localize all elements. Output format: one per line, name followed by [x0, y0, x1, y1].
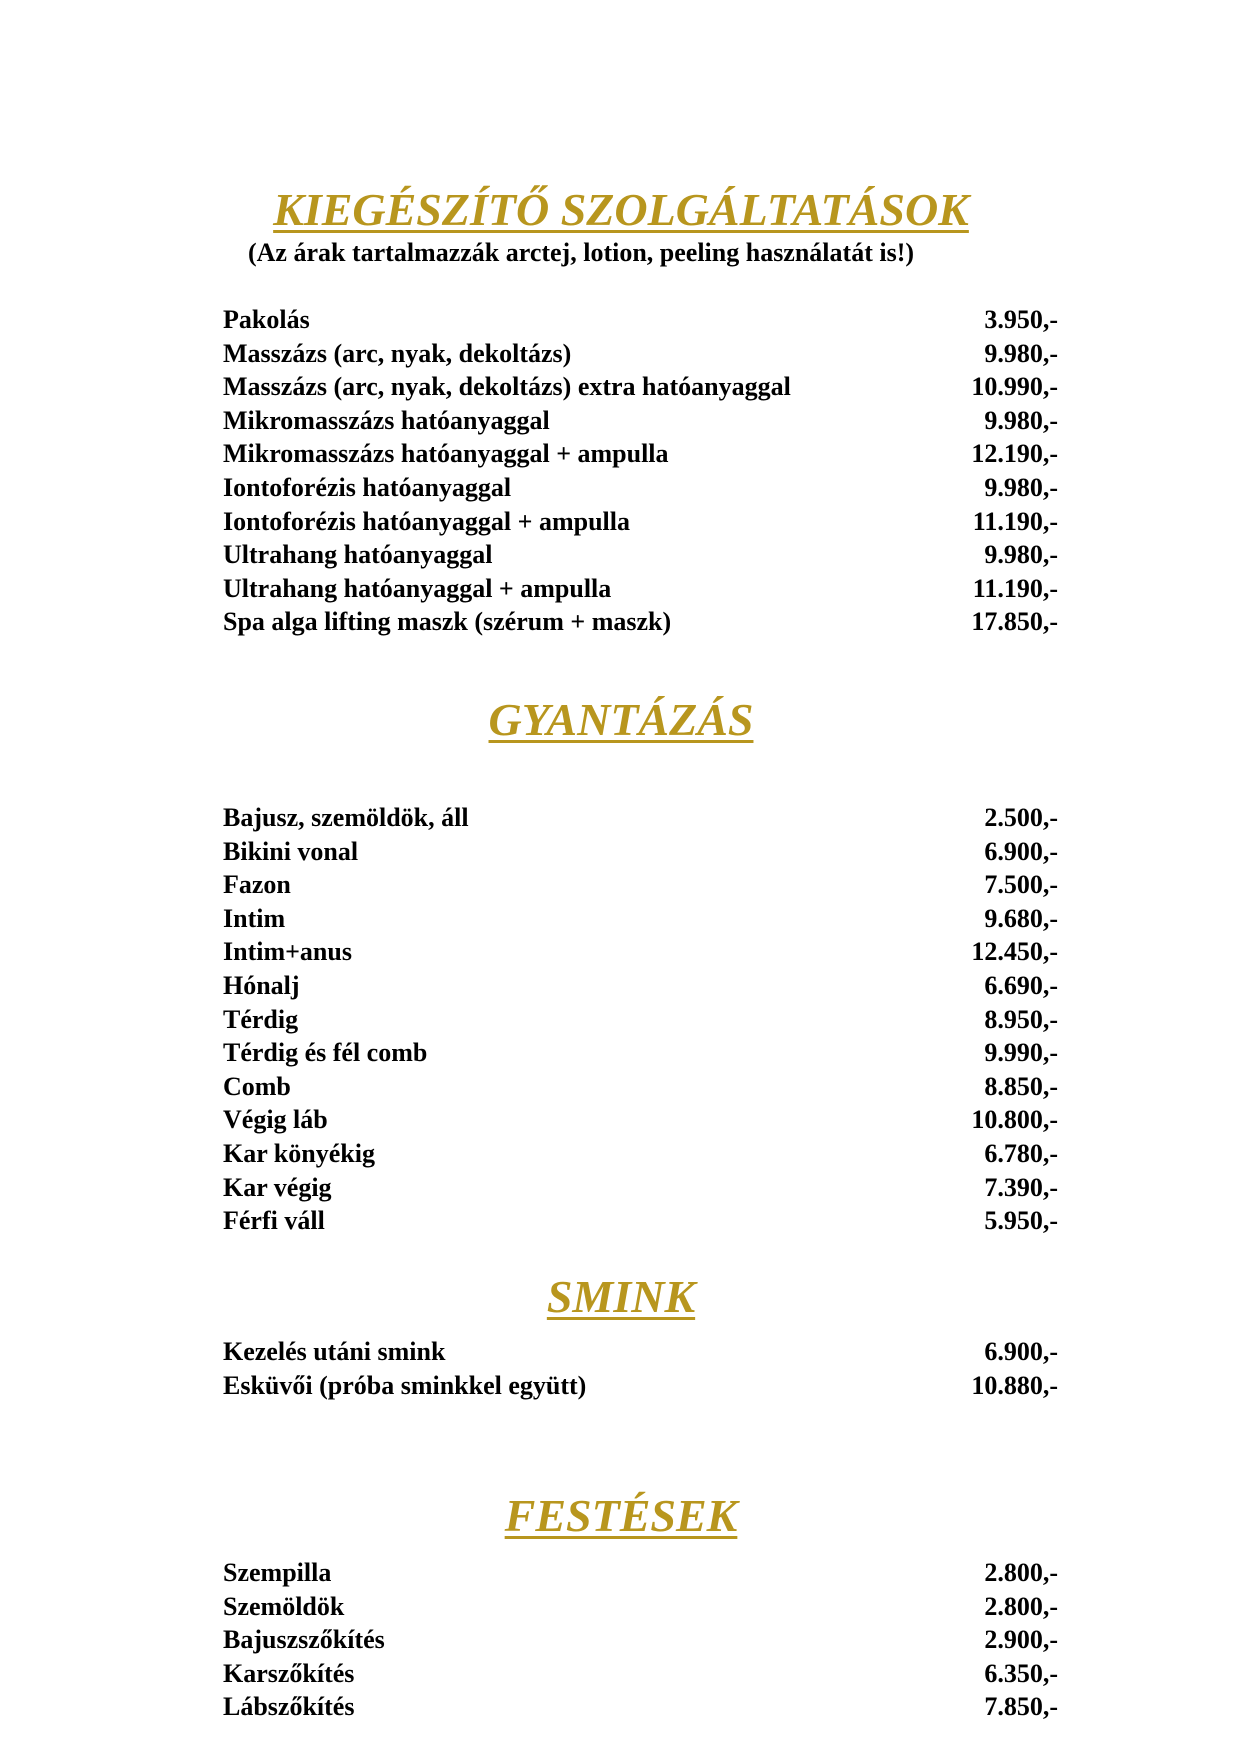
service-name: Spa alga lifting maszk (szérum + maszk): [223, 607, 672, 637]
price-row: [223, 801, 1058, 835]
service-name: Hónalj: [223, 970, 300, 1000]
price-row: [223, 1204, 1058, 1238]
service-price: 9.980,-: [984, 540, 1058, 570]
price-row: [223, 303, 1058, 337]
service-price: 6.350,-: [984, 1658, 1058, 1688]
service-name: Lábszőkítés: [223, 1692, 355, 1722]
service-name: Mikromasszázs hatóanyaggal: [223, 405, 550, 435]
price-row: [223, 1070, 1058, 1104]
service-price: 6.900,-: [984, 836, 1058, 866]
price-row: [223, 1657, 1058, 1691]
service-name: Kezelés utáni smink: [223, 1337, 446, 1366]
service-price: 8.950,-: [984, 1004, 1058, 1034]
price-row: [223, 1137, 1058, 1171]
service-price: 9.980,-: [984, 472, 1058, 502]
service-name: Mikromasszázs hatóanyaggal + ampulla: [223, 439, 669, 469]
section-title-gyantazas: GYANTÁZÁS: [488, 694, 754, 745]
service-price: 2.800,-: [984, 1558, 1058, 1587]
price-row: [223, 572, 1058, 606]
service-name: Iontoforézis hatóanyaggal: [223, 472, 512, 502]
service-name: Iontoforézis hatóanyaggal + ampulla: [223, 506, 630, 536]
service-name: Térdig: [223, 1004, 299, 1034]
service-price: 9.980,-: [984, 405, 1058, 435]
price-row: [223, 1623, 1058, 1657]
service-price: 10.800,-: [971, 1105, 1058, 1135]
price-row: [223, 1036, 1058, 1070]
service-price: 17.850,-: [971, 607, 1058, 637]
service-price: 2.500,-: [984, 803, 1058, 832]
price-row: [223, 1369, 1058, 1403]
service-name: Szemöldök: [223, 1591, 345, 1621]
section-title-festesek: FESTÉSEK: [504, 1490, 738, 1541]
price-row: [223, 868, 1058, 902]
price-row: [223, 404, 1058, 438]
service-price: 11.190,-: [972, 573, 1058, 603]
price-row: [223, 1171, 1058, 1205]
price-row: [223, 471, 1058, 505]
service-price: 3.950,-: [984, 305, 1058, 334]
section-title-smink: SMINK: [546, 1271, 696, 1322]
service-price: 2.900,-: [984, 1625, 1058, 1655]
service-price: 8.850,-: [984, 1071, 1058, 1101]
price-row: [223, 1103, 1058, 1137]
service-price: 7.850,-: [984, 1692, 1058, 1722]
service-price: 11.190,-: [972, 506, 1058, 536]
service-name: Ultrahang hatóanyaggal + ampulla: [223, 573, 612, 603]
price-row: [223, 1690, 1058, 1724]
service-price: 9.980,-: [984, 338, 1058, 368]
service-name: Intim+anus: [223, 937, 352, 967]
price-row: [223, 835, 1058, 869]
service-price: 5.950,-: [984, 1206, 1058, 1236]
service-name: Masszázs (arc, nyak, dekoltázs) extra hatóanyaggal: [223, 372, 791, 402]
service-name: Térdig és fél comb: [223, 1038, 428, 1068]
service-price: 6.690,-: [984, 970, 1058, 1000]
service-name: Bajusz, szemöldök, áll: [223, 803, 469, 832]
service-name: Karszőkítés: [223, 1658, 355, 1688]
price-row: [223, 935, 1058, 969]
service-price: 9.990,-: [984, 1038, 1058, 1068]
section-subtitle-kiegeszito: (Az árak tartalmazzák arctej, lotion, peeling használatát is!): [248, 238, 915, 267]
price-row: [223, 370, 1058, 404]
price-row: [223, 605, 1058, 639]
service-name: Kar végig: [223, 1172, 332, 1202]
service-name: Férfi váll: [223, 1206, 325, 1236]
service-name: Pakolás: [223, 305, 310, 334]
price-row: [223, 505, 1058, 539]
service-price: 7.500,-: [984, 870, 1058, 900]
service-name: Bikini vonal: [223, 836, 359, 866]
price-row: [223, 1003, 1058, 1037]
price-row: [223, 1335, 1058, 1369]
price-list-gyantazas: [223, 801, 1058, 1238]
price-list-kiegeszito: [223, 303, 1058, 639]
service-name: Comb: [223, 1071, 291, 1101]
price-list-festesek: [223, 1556, 1058, 1724]
service-price: 9.680,-: [984, 903, 1058, 933]
price-row: [223, 1556, 1058, 1590]
service-price: 12.190,-: [971, 439, 1058, 469]
service-name: Ultrahang hatóanyaggal: [223, 540, 493, 570]
service-name: Végig láb: [223, 1105, 328, 1135]
service-price: 2.800,-: [984, 1591, 1058, 1621]
price-list-smink: [223, 1335, 1058, 1402]
price-row: [223, 337, 1058, 371]
service-name: Intim: [223, 903, 286, 933]
price-row: [223, 1590, 1058, 1624]
service-price: 10.880,-: [971, 1370, 1058, 1400]
service-name: Szempilla: [223, 1558, 332, 1587]
service-price: 6.780,-: [984, 1138, 1058, 1168]
service-price: 12.450,-: [971, 937, 1058, 967]
service-name: Bajuszszőkítés: [223, 1625, 385, 1655]
service-price: 10.990,-: [971, 372, 1058, 402]
price-row: [223, 969, 1058, 1003]
service-price: 6.900,-: [984, 1337, 1058, 1366]
price-row: [223, 437, 1058, 471]
section-title-kiegeszito: KIEGÉSZÍTŐ SZOLGÁLTATÁSOK: [273, 184, 969, 235]
service-name: Fazon: [223, 870, 291, 900]
service-name: Esküvői (próba sminkkel együtt): [223, 1370, 587, 1400]
price-row: [223, 902, 1058, 936]
service-price: 7.390,-: [984, 1172, 1058, 1202]
service-name: Masszázs (arc, nyak, dekoltázs): [223, 338, 572, 368]
service-name: Kar könyékig: [223, 1138, 375, 1168]
price-row: [223, 538, 1058, 572]
